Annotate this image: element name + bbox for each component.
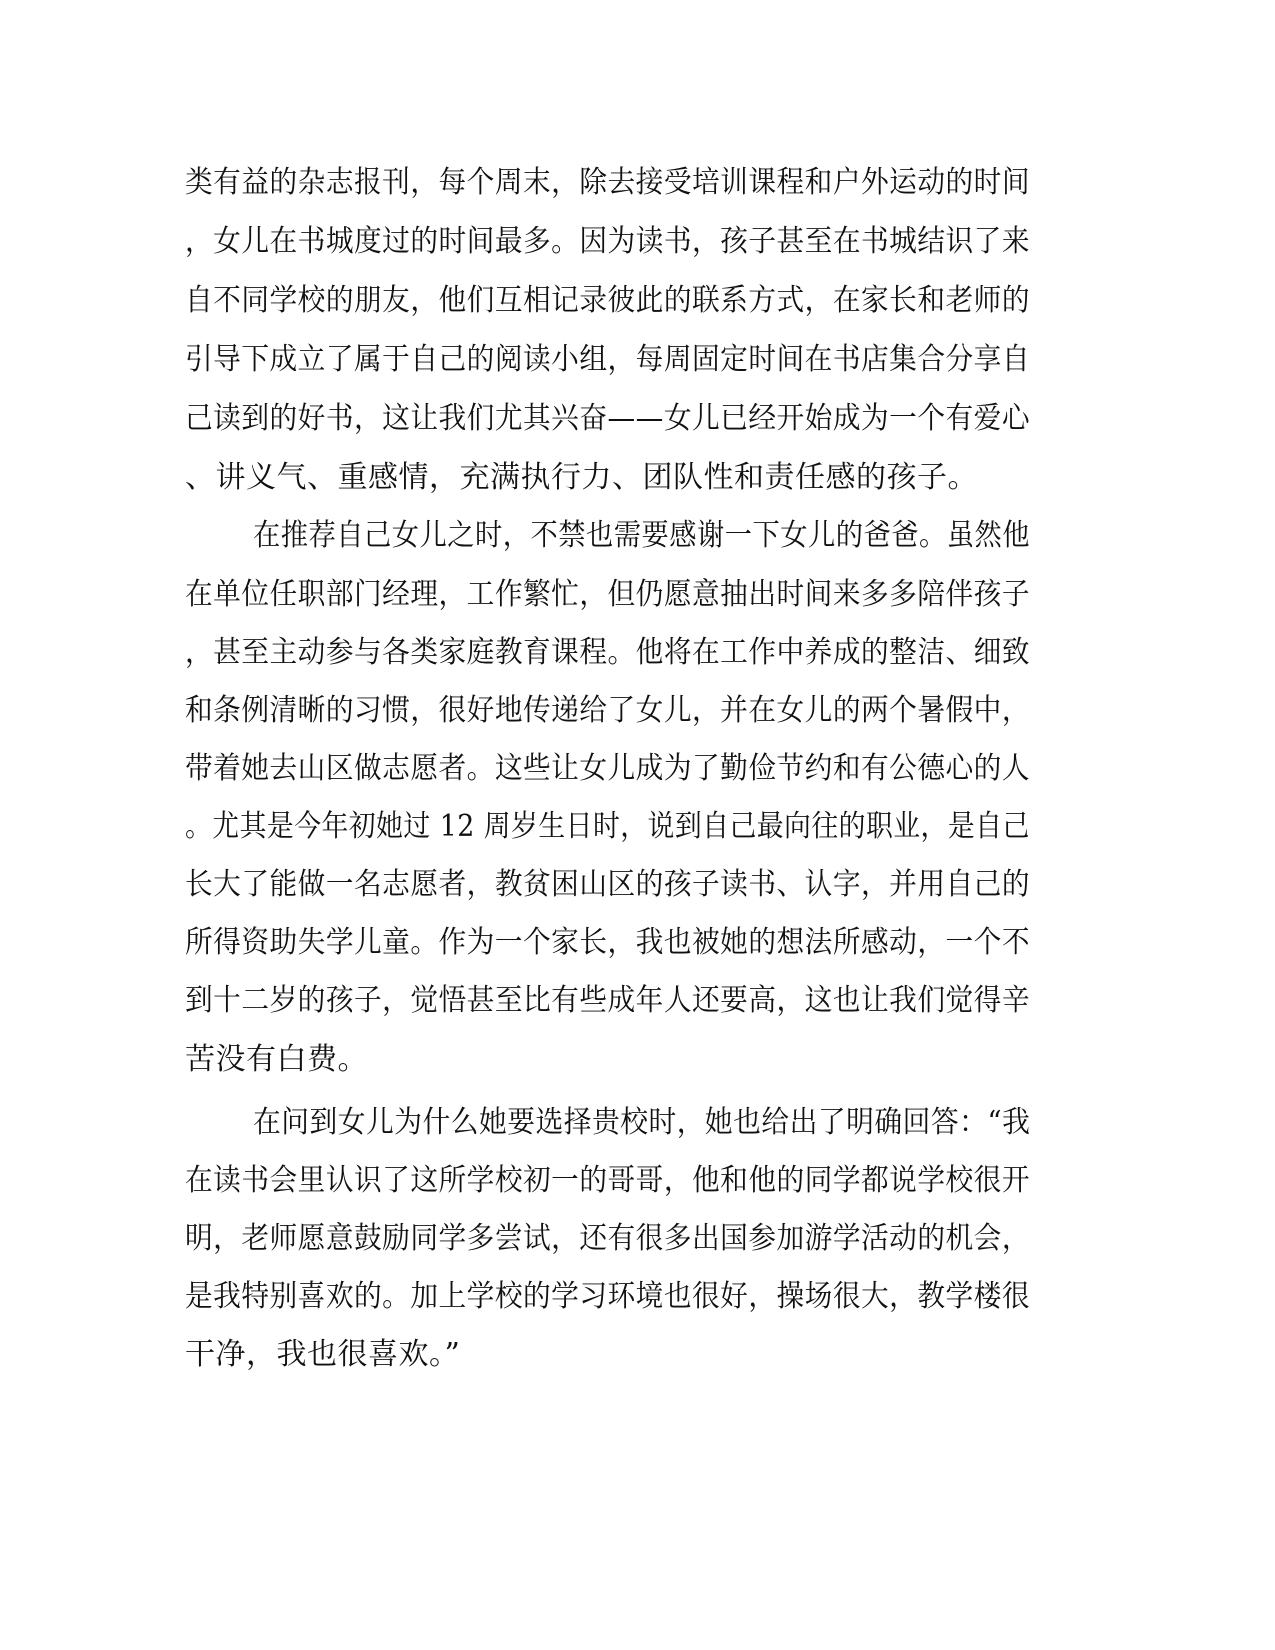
- text-line: 、讲义气、重感情，充满执行力、团队性和责任感的孩子。: [185, 460, 978, 495]
- text-line: 明，老师愿意鼓励同学多尝试，还有很多出国参加游学活动的机会，: [185, 1221, 1031, 1256]
- text-line: 引导下成立了属于自己的阅读小组，每周固定时间在书店集合分享自: [185, 342, 1031, 377]
- paragraph-first-line: 在问到女儿为什么她要选择贵校时，她也给出了明确回答：“我: [253, 1105, 1031, 1140]
- text-line: 在读书会里认识了这所学校初一的哥哥，他和他的同学都说学校很开: [185, 1163, 1031, 1198]
- text-line: 长大了能做一名志愿者，教贫困山区的孩子读书、认字，并用自己的: [185, 867, 1031, 902]
- text-line: 干净，我也很喜欢。”: [185, 1337, 461, 1372]
- text-line: 在单位任职部门经理，工作繁忙，但仍愿意抽出时间来多多陪伴孩子: [185, 577, 1031, 612]
- text-line: 带着她去山区做志愿者。这些让女儿成为了勤俭节约和有公德心的人: [185, 751, 1031, 786]
- text-line: 苦没有白费。: [185, 1042, 368, 1077]
- text-line: 到十二岁的孩子，觉悟甚至比有些成年人还要高，这也让我们觉得辛: [185, 983, 1031, 1018]
- text-line: 所得资助失学儿童。作为一个家长，我也被她的想法所感动，一个不: [185, 925, 1031, 960]
- paragraph-first-line: 在推荐自己女儿之时，不禁也需要感谢一下女儿的爸爸。虽然他: [253, 518, 1030, 553]
- text-line: ，甚至主动参与各类家庭教育课程。他将在工作中养成的整洁、细致: [185, 635, 1031, 670]
- text-line: 类有益的杂志报刊，每个周末，除去接受培训课程和户外运动的时间: [185, 165, 1031, 200]
- text-line: 和条例清晰的习惯，很好地传递给了女儿，并在女儿的两个暑假中，: [185, 693, 1031, 728]
- text-line: 是我特别喜欢的。加上学校的学习环境也很好，操场很大，教学楼很: [185, 1279, 1031, 1314]
- text-line: 。尤其是今年初她过 12 周岁生日时，说到自己最向往的职业，是自己: [185, 809, 1030, 844]
- text-line: ，女儿在书城度过的时间最多。因为读书，孩子甚至在书城结识了来: [185, 224, 1031, 259]
- text-line: 自不同学校的朋友，他们互相记录彼此的联系方式，在家长和老师的: [185, 283, 1031, 318]
- text-line: 己读到的好书，这让我们尤其兴奋——女儿已经开始成为一个有爱心: [185, 401, 1031, 436]
